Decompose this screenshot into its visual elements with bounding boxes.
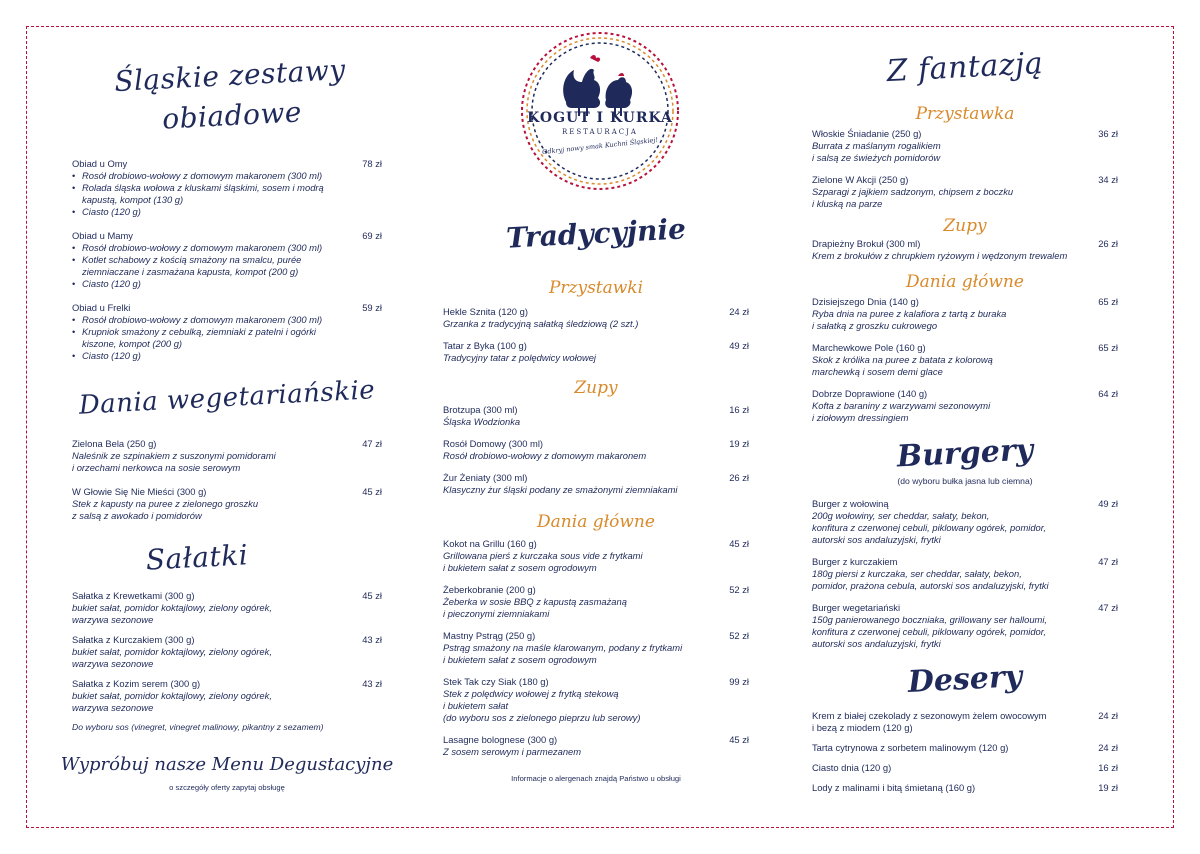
subsection-starters: Przystawki bbox=[548, 278, 644, 298]
menu-item: Obiad u Omy 78 zł • Rosół drobiowo-wołowy z domowym makaronem (300 ml) • Rolada śląska wołowa z kluskami śląskimi, sosem i modrą kapustą, kompot (130 g) • Ciasto (120 g) bbox=[72, 158, 382, 218]
menu-item: Żeberkobranie (200 g) 52 zł Żeberka w sosie BBQ z kapustą zasmażaną i pieczonymi ziemniakami bbox=[443, 584, 749, 619]
menu-item: Włoskie Śniadanie (250 g) 36 zł Burrata z maślanym rogalikiem i salsą ze świeżych pomidorów bbox=[812, 128, 1118, 163]
subsection-soups: Zupy bbox=[574, 378, 618, 398]
menu-item: Sałatka z Kozim serem (300 g) 43 zł bukiet sałat, pomidor koktajlowy, zielony ogórek, warzywa sezonowe bbox=[72, 678, 382, 713]
tasting-menu-note: o szczegóły oferty zapytaj obsługę bbox=[169, 783, 285, 792]
section-title-desserts: Desery bbox=[906, 659, 1023, 700]
menu-item: Stek Tak czy Siak (180 g) 99 zł Stek z polędwicy wołowej z frytką stekową i bukietem sałat (do wyboru sos z zielonego pieprzu lub serowy) bbox=[443, 676, 749, 723]
menu-item: Tarta cytrynowa z sorbetem malinowym (120 g) 24 zł bbox=[812, 742, 1118, 753]
menu-item: Żur Żeniaty (300 ml) 26 zł Klasyczny żur śląski podany ze smażonymi ziemniakami bbox=[443, 472, 749, 495]
left-column bbox=[60, 52, 394, 792]
menu-item: Burger z kurczakiem 47 zł 180g piersi z kurczaka, ser cheddar, sałaty, bekon, pomidor, prażona cebula, autorski sos andaluzyjski, frytki bbox=[812, 556, 1118, 591]
menu-item: Dobrze Doprawione (140 g) 64 zł Kofta z baraniny z warzywami sezonowymi i ziołowym dressingiem bbox=[812, 388, 1118, 423]
restaurant-logo bbox=[514, 30, 686, 192]
section-title-sets: Śląskie zestawy obiadowe bbox=[113, 52, 347, 136]
menu-item: Obiad u Frelki 59 zł • Rosół drobiowo-wołowy z domowym makaronem (300 ml) • Krupniok smażony z cebulką, ziemniaki z patelni i ogórki kiszone, kompot (200 g) • Ciasto (120 g) bbox=[72, 302, 382, 362]
menu-item: Sałatka z Krewetkami (300 g) 45 zł bukiet sałat, pomidor koktajlowy, zielony ogórek, warzywa sezonowe bbox=[72, 590, 382, 625]
menu-item: Burger wegetariański 47 zł 150g panierowanego boczniaka, grillowany ser halloumi, konfitura z czerwonej cebuli, piklowany ogórek, pomidor, autorski sos andaluzyjski, frytki bbox=[812, 602, 1118, 649]
subsection-mains-right: Dania główne bbox=[906, 272, 1024, 292]
menu-item: Lasagne bolognese (300 g) 45 zł Z sosem serowym i parmezanem bbox=[443, 734, 749, 757]
menu-item: Tatar z Byka (100 g) 49 zł Tradycyjny tatar z polędwicy wołowej bbox=[443, 340, 749, 363]
brand-tagline: Odkryj nowy smak Kuchni Śląskiej! bbox=[541, 135, 659, 157]
menu-item: Lody z malinami i bitą śmietaną (160 g) 19 zł bbox=[812, 782, 1118, 793]
menu-item: Hekle Sznita (120 g) 24 zł Grzanka z tradycyjną sałatką śledziową (2 szt.) bbox=[443, 306, 749, 329]
section-title-traditional: Tradycyjnie bbox=[505, 212, 687, 255]
menu-item: Krem z białej czekolady z sezonowym żelem owocowym i bezą z miodem (120 g) 24 zł bbox=[812, 710, 1118, 733]
menu-item: Dzisiejszego Dnia (140 g) 65 zł Ryba dnia na puree z kalafiora z tartą z buraka i sałatką z groszku cukrowego bbox=[812, 296, 1118, 331]
allergen-note: Informacje o alergenach znajdą Państwo u obsługi bbox=[511, 774, 681, 783]
subsection-starter: Przystawka bbox=[915, 104, 1015, 124]
brand-name: KOGUT I KURKA bbox=[527, 110, 673, 126]
menu-item: Marchewkowe Pole (160 g) 65 zł Skok z królika na puree z batata z kolorową marchewką i sosem demi glace bbox=[812, 342, 1118, 377]
middle-column bbox=[443, 214, 749, 783]
burgers-note: (do wyboru bułka jasna lub ciemna) bbox=[897, 476, 1033, 486]
section-title-burgers: Burgery bbox=[896, 432, 1034, 475]
subsection-soups-right: Zupy bbox=[943, 216, 987, 236]
tasting-menu-title: Wypróbuj nasze Menu Degustacyjne bbox=[60, 754, 394, 775]
sauce-note: Do wyboru sos (vinegret, vinegret malinowy, pikantny z sezamem) bbox=[72, 722, 324, 732]
menu-item: Sałatka z Kurczakiem (300 g) 43 zł bukiet sałat, pomidor koktajlowy, zielony ogórek, warzywa sezonowe bbox=[72, 634, 382, 669]
menu-item: Zielona Bela (250 g) 47 zł Naleśnik ze szpinakiem z suszonymi pomidorami i orzechami nerkowca na sosie serowym bbox=[72, 438, 382, 473]
subsection-mains: Dania główne bbox=[537, 512, 655, 532]
menu-item: Rosół Domowy (300 ml) 19 zł Rosół drobiowo-wołowy z domowym makaronem bbox=[443, 438, 749, 461]
menu-item: Kokot na Grillu (160 g) 45 zł Grillowana pierś z kurczaka sous vide z frytkami i bukietem sałat z sosem ogrodowym bbox=[443, 538, 749, 573]
menu-item: Obiad u Mamy 69 zł • Rosół drobiowo-wołowy z domowym makaronem (300 ml) • Kotlet schabowy z kością smażony na smalcu, purée ziemniaczane i zasmażana kapusta, kompot (200 g) • Ciasto (120 g) bbox=[72, 230, 382, 290]
menu-item: Ciasto dnia (120 g) 16 zł bbox=[812, 762, 1118, 773]
menu-item: Brotzupa (300 ml) 16 zł Śląska Wodzionka bbox=[443, 404, 749, 427]
veg-list bbox=[72, 438, 382, 522]
section-title-salads: Sałatki bbox=[145, 538, 249, 577]
menu-item: W Głowie Się Nie Mieści (300 g) 45 zł Stek z kapusty na puree z zielonego groszku z salsą z awokado i pomidorów bbox=[72, 486, 382, 521]
brand-subtitle: RESTAURACJA bbox=[562, 128, 638, 136]
right-column bbox=[812, 45, 1118, 794]
sets-list bbox=[72, 158, 382, 362]
section-title-vegetarian: Dania wegetariańskie bbox=[78, 375, 376, 421]
salads-list bbox=[72, 590, 382, 732]
menu-item: Zielone W Akcji (250 g) 34 zł Szparagi z jajkiem sadzonym, chipsem z boczku i kluską na parze bbox=[812, 174, 1118, 209]
menu-item: Burger z wołowiną 49 zł 200g wołowiny, ser cheddar, sałaty, bekon, konfitura z czerwonej cebuli, piklowany ogórek, pomidor, autorski sos andaluzyjski, frytki bbox=[812, 498, 1118, 545]
menu-item: Drapieżny Brokuł (300 ml) 26 zł Krem z brokułów z chrupkiem ryżowym i wędzonym trewalem bbox=[812, 238, 1118, 261]
section-title-fantasy: Z fantazją bbox=[885, 45, 1045, 90]
menu-item: Mastny Pstrąg (250 g) 52 zł Pstrąg smażony na maśle klarowanym, podany z frytkami i bukietem sałat z sosem ogrodowym bbox=[443, 630, 749, 665]
